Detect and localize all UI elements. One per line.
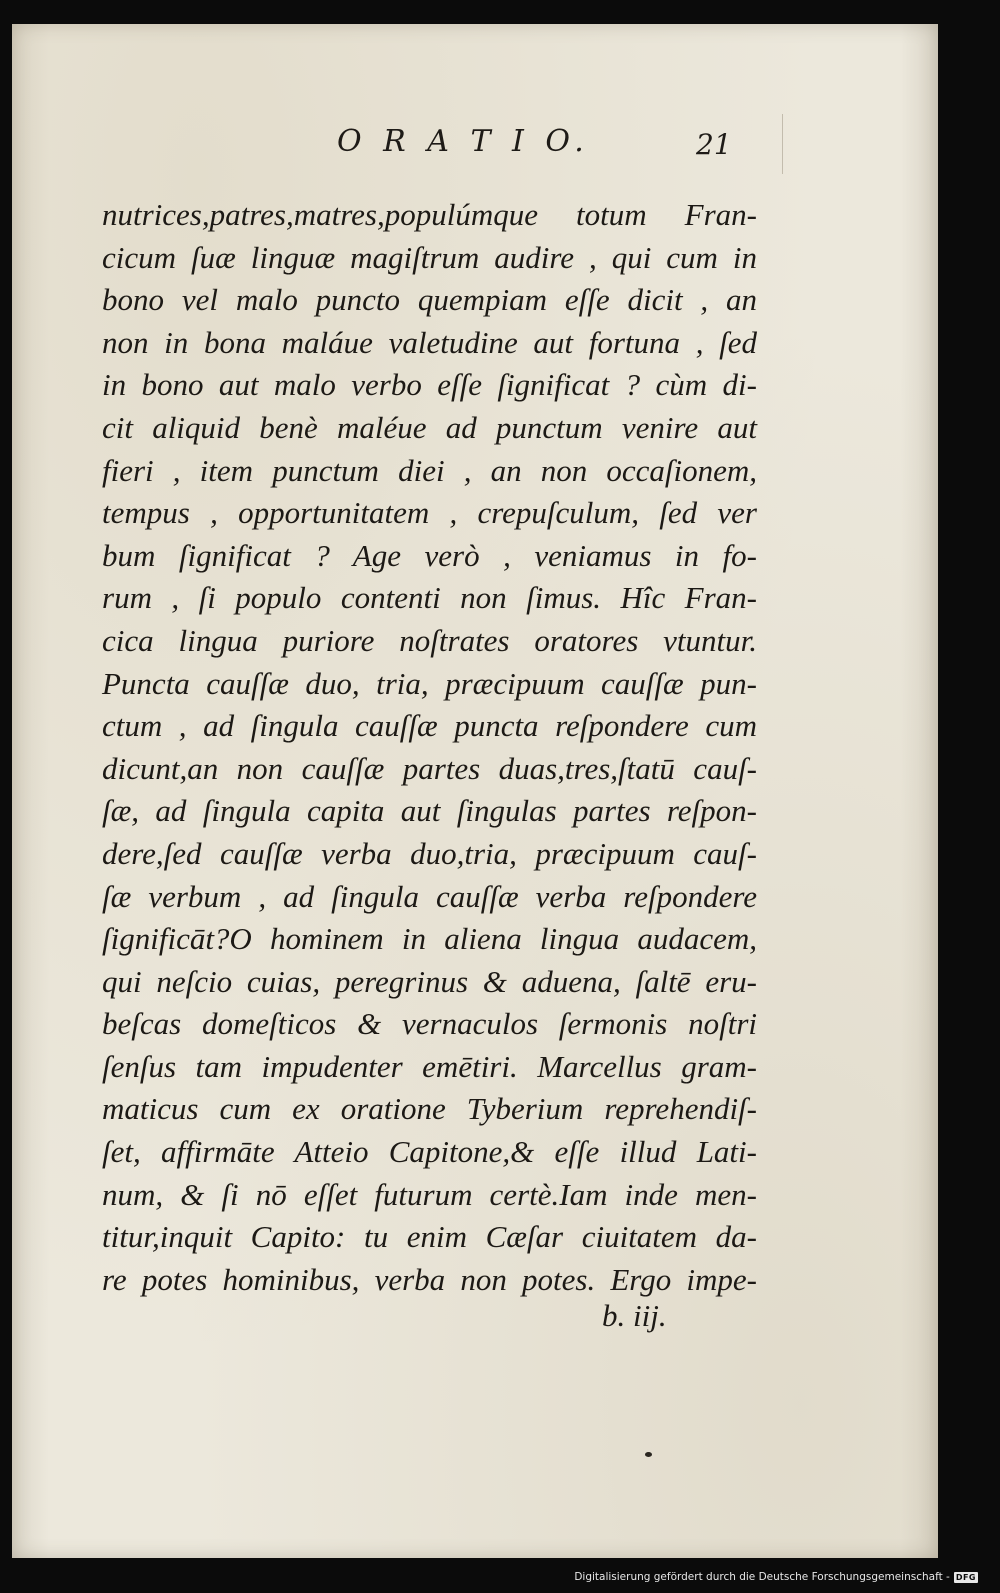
book-page (12, 24, 938, 1558)
text-line: tempus , opportunitatem , crepuſculum, ſed ver (102, 495, 757, 531)
credit-text: Digitalisierung gefördert durch die Deutsche Forschungsgemeinschaft - (574, 1571, 950, 1583)
text-line: re potes hominibus, verba non potes. Ergo impe- (102, 1261, 757, 1297)
text-line: fieri , item punctum diei , an non occaſionem, (102, 452, 757, 488)
text-line: bono vel malo puncto quempiam eſſe dicit , an (102, 282, 757, 318)
text-line: Puncta cauſſæ duo, tria, præcipuum cauſſæ pun- (102, 665, 757, 701)
text-line: rum , ſi populo contenti non ſimus. Hîc Fran- (102, 580, 757, 616)
text-line: cit aliquid benè maléue ad punctum venire aut (102, 409, 757, 445)
ink-spot (645, 1452, 652, 1457)
dfg-logo: DFG (955, 1572, 976, 1582)
text-line: beſcas domeſticos & vernaculos ſermonis noſtri (102, 1006, 757, 1042)
text-line: bum ſignificat ? Age verò , veniamus in fo- (102, 537, 757, 573)
text-line: qui neſcio cuias, peregrinus & aduena, ſaltē eru- (102, 963, 757, 999)
body-text (102, 194, 757, 1301)
running-head (12, 124, 938, 168)
text-line: num, & ſi nō eſſet futurum certè.Iam inde men- (102, 1176, 757, 1212)
signature-mark: b. iij. (602, 1298, 667, 1333)
text-line: dere,ſed cauſſæ verba duo,tria, præcipuum cauſ- (102, 835, 757, 871)
text-line: cica lingua puriore noſtrates oratores vtuntur. (102, 622, 757, 658)
text-line: in bono aut malo verbo eſſe ſignificat ? cùm di- (102, 367, 757, 403)
text-line: ſignificāt?O hominem in aliena lingua audacem, (102, 921, 757, 957)
text-line: maticus cum ex oratione Tyberium reprehendiſ- (102, 1091, 757, 1127)
digitization-credit (574, 1569, 978, 1585)
page-number: 21 (696, 128, 732, 161)
text-line: dicunt,an non cauſſæ partes duas,tres,ſtatū cauſ- (102, 750, 757, 786)
text-line: ctum , ad ſingula cauſſæ puncta reſpondere cum (102, 708, 757, 744)
text-line: ſæ verbum , ad ſingula cauſſæ verba reſpondere (102, 878, 757, 914)
text-line: ſet, affirmāte Atteio Capitone,& eſſe illud Lati- (102, 1134, 757, 1170)
text-line: ſæ, ad ſingula capita aut ſingulas partes reſpon- (102, 793, 757, 829)
running-head-title: O R A T I O. (337, 124, 590, 159)
text-line: nutrices,patres,matres,populúmque totum Fran- (102, 197, 757, 232)
text-line: non in bona maláue valetudine aut fortuna , ſed (102, 324, 757, 360)
text-line: titur,inquit Capito: tu enim Cæſar ciuitatem da- (102, 1219, 757, 1255)
text-line: cicum ſuæ linguæ magiſtrum audire , qui cum in (102, 239, 757, 275)
text-line: ſenſus tam impudenter emētiri. Marcellus gram- (102, 1048, 757, 1084)
